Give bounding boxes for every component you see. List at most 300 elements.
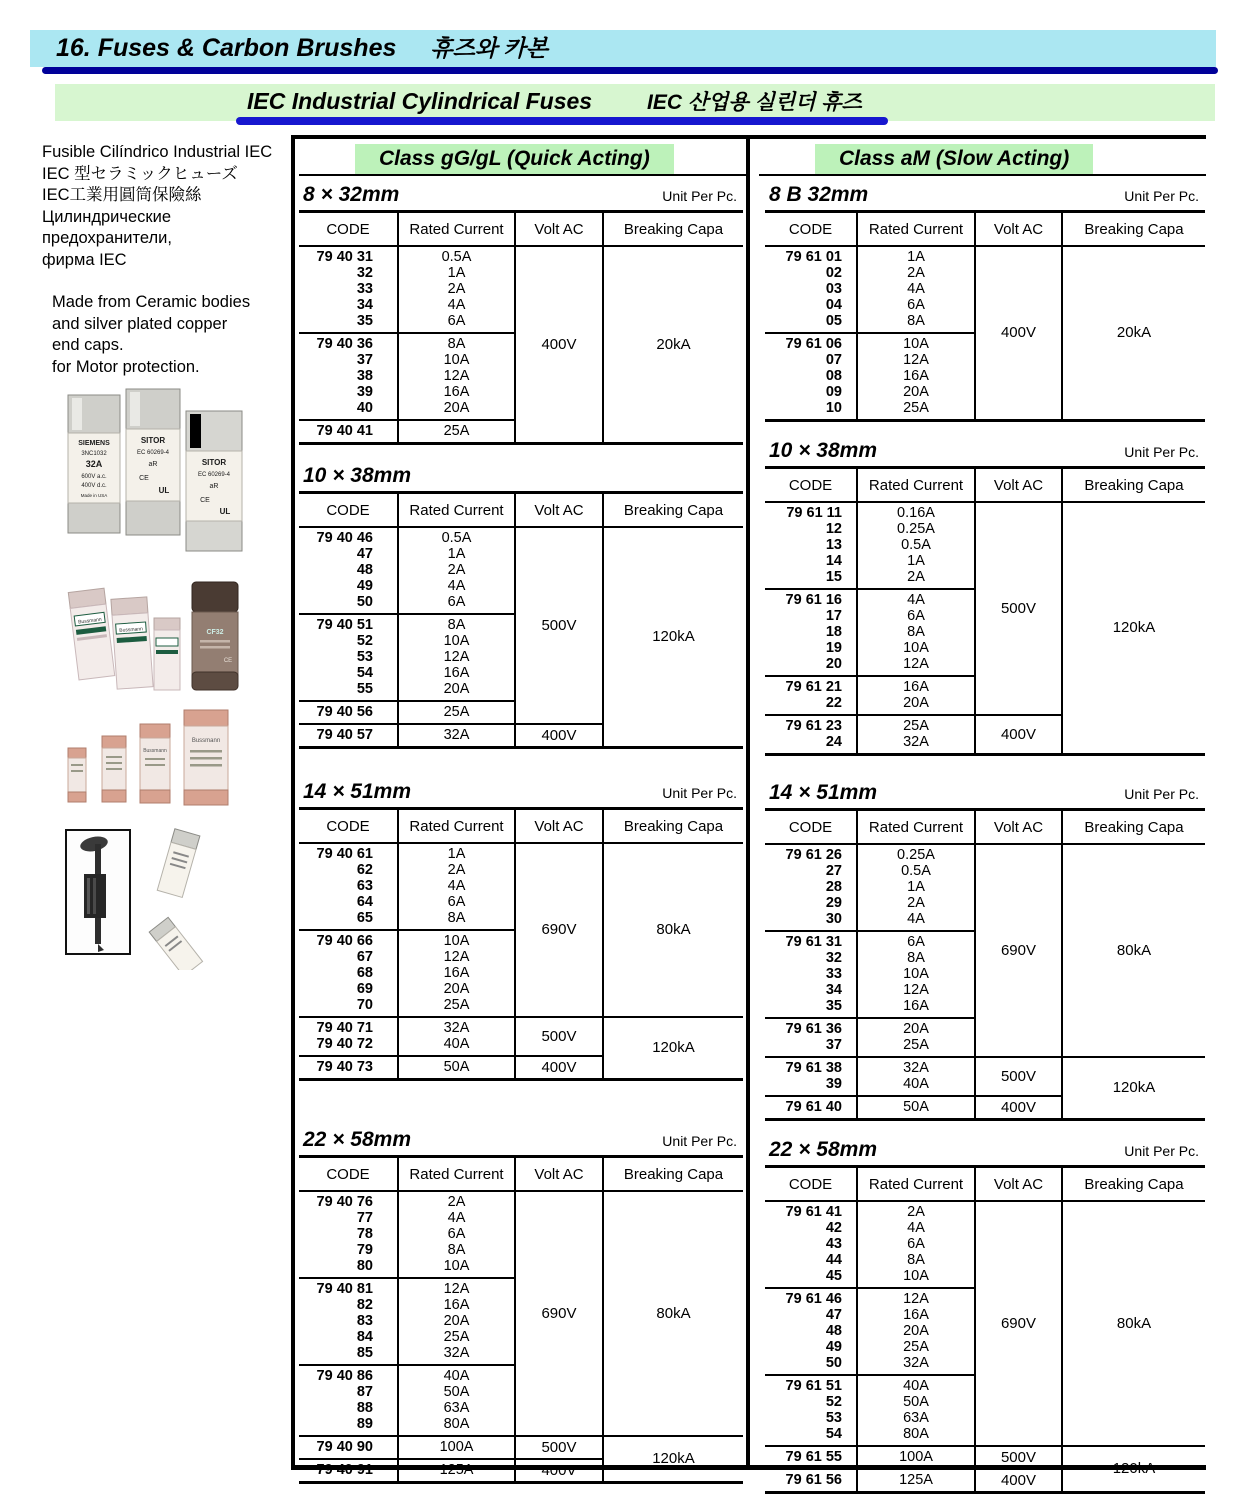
column-header: Volt AC (975, 810, 1062, 845)
column-divider (746, 139, 750, 1465)
rated-current: 12A (903, 656, 929, 672)
code-cell (299, 420, 398, 444)
code-cell (299, 1365, 398, 1436)
breaking-capa-value: 20kA (1062, 246, 1205, 421)
product-note (52, 292, 302, 378)
volt-ac-value: 400V (515, 246, 603, 444)
code-cell (299, 1017, 398, 1056)
unit-label: Unit Per Pc. (662, 1133, 737, 1149)
column-header: Rated Current (857, 468, 975, 503)
product-descriptions (42, 142, 297, 271)
rated-current: 2A (447, 281, 466, 297)
rated-current: 63A (903, 1410, 929, 1426)
fuse-code: 42 (825, 1220, 842, 1236)
rated-current: 4A (447, 578, 466, 594)
rated-current: 10A (443, 352, 470, 368)
rated-current: 4A (907, 592, 925, 608)
code-cell (765, 1096, 857, 1120)
rated-current: 16A (443, 384, 470, 400)
volt-ac-value: 690V (515, 1191, 603, 1436)
rated-current: 2A (907, 569, 925, 585)
column-header: Breaking Capa (603, 212, 743, 247)
rated-current: 4A (907, 1220, 925, 1236)
fuse-puller-box (66, 830, 130, 954)
column-header: Rated Current (857, 810, 975, 845)
column-header: CODE (765, 1167, 857, 1202)
rated-current-cell (398, 333, 515, 420)
rated-current: 32A (903, 734, 929, 750)
fuse-code: 77 (356, 1210, 373, 1226)
fuse-code: 79 61 46 (785, 1291, 842, 1307)
size-section (759, 780, 1206, 1121)
product-photo-bussmann-fuses (62, 568, 242, 698)
fuse-code: 79 40 71 (316, 1020, 373, 1036)
fuse-code: 79 61 56 (785, 1472, 842, 1488)
rated-current: 10A (443, 633, 470, 649)
rated-current: 6A (907, 934, 925, 950)
code-cell (765, 715, 857, 755)
size-sections (299, 182, 746, 1484)
fuse-code: 33 (825, 966, 842, 982)
rated-current: 1A (447, 265, 466, 281)
fuse-code: 68 (356, 965, 373, 981)
rated-current: 40A (903, 1378, 929, 1394)
fuse-code: 79 61 40 (785, 1099, 842, 1115)
volt-ac-value: 500V (515, 1436, 603, 1459)
fuse-table (299, 491, 743, 749)
rated-current: 8A (447, 617, 466, 633)
fuse-code: 04 (825, 297, 842, 313)
code-cell (299, 246, 398, 333)
column-header: Rated Current (398, 212, 515, 247)
rated-current: 16A (903, 679, 929, 695)
code-cell (299, 843, 398, 930)
sidebar-text-line: IEC工業用圓筒保險絲 (42, 186, 202, 204)
fuse-code: 79 40 73 (316, 1059, 373, 1075)
code-cell (765, 676, 857, 715)
column-header: CODE (765, 212, 857, 247)
svg-text:UL: UL (158, 486, 170, 495)
rated-current: 50A (903, 1394, 929, 1410)
rated-current: 16A (443, 665, 470, 681)
sitor-fuse-image (126, 389, 180, 535)
fuse-group-row (765, 246, 1205, 333)
fuse-code: 79 40 91 (316, 1462, 373, 1478)
rated-current: 12A (443, 1281, 470, 1297)
size-title-row (765, 438, 1205, 466)
rated-current-cell (398, 527, 515, 614)
rated-current: 80A (443, 1416, 470, 1432)
fuse-code: 54 (356, 665, 373, 681)
code-cell (765, 1288, 857, 1375)
column-header: Breaking Capa (603, 809, 743, 844)
fuse-code: 54 (825, 1426, 842, 1442)
bussmann-label: Bussmann (77, 616, 103, 626)
breaking-capa-value: 80kA (1062, 1201, 1205, 1446)
fuse-code: 63 (356, 878, 373, 894)
fuse-code: 79 40 90 (316, 1439, 373, 1455)
rated-current: 6A (447, 1226, 466, 1242)
volt-ac-value: 690V (515, 843, 603, 1017)
svg-text:Bussmann: Bussmann (119, 626, 144, 634)
page-title: 16. Fuses & Carbon Brushes (56, 34, 397, 62)
fuse-code: 79 61 01 (785, 249, 842, 265)
size-section (759, 1137, 1206, 1494)
bussmann-fuse-image (68, 588, 114, 680)
code-cell (765, 1057, 857, 1096)
rated-current-cell (857, 502, 975, 589)
fuse-table (299, 1155, 743, 1484)
size-title-row (299, 182, 743, 210)
fuse-code: 33 (356, 281, 373, 297)
rated-current: 1A (907, 553, 925, 569)
rated-current: 25A (443, 997, 470, 1013)
column-header: Volt AC (975, 1167, 1062, 1202)
rated-current-cell (398, 1191, 515, 1278)
code-cell (765, 1018, 857, 1057)
rated-current-cell (398, 1436, 515, 1459)
breaking-capa-value: 20kA (603, 246, 743, 444)
size-title: 22 × 58mm (769, 1138, 877, 1161)
rated-current: 20A (903, 1323, 929, 1339)
size-section (299, 779, 746, 1081)
rated-current-cell (857, 1469, 975, 1493)
volt-ac-value: 500V (515, 527, 603, 724)
rated-current: 25A (903, 1339, 929, 1355)
fuse-code: 80 (356, 1258, 373, 1274)
rated-current-cell (398, 1365, 515, 1436)
breaking-capa-value: 80kA (603, 843, 743, 1017)
fuse-code: 79 61 51 (785, 1378, 842, 1394)
fuse-code: 50 (825, 1355, 842, 1371)
fuse-group-row (299, 527, 743, 614)
rated-current: 2A (447, 862, 466, 878)
siemens-label: SIEMENS (78, 440, 110, 447)
svg-text:32A: 32A (85, 459, 103, 469)
fuse-code: 48 (356, 562, 373, 578)
rated-current: 63A (443, 1400, 470, 1416)
rated-current-cell (398, 1056, 515, 1080)
rated-current: 10A (903, 640, 929, 656)
rated-current: 20A (443, 681, 470, 697)
bussmann-fuse-image-3 (154, 618, 180, 690)
size-title-row (299, 779, 743, 807)
column-header: Rated Current (857, 212, 975, 247)
rated-current: 8A (447, 1242, 466, 1258)
fuse-group-row (765, 1446, 1205, 1469)
rated-current: 12A (903, 1291, 929, 1307)
small-fuse-icon (140, 724, 170, 803)
fuse-code: 79 40 56 (316, 704, 373, 720)
rated-current-cell (857, 1018, 975, 1057)
rated-current: 25A (903, 400, 929, 416)
volt-ac-value: 400V (515, 724, 603, 748)
svg-text:aR: aR (148, 461, 158, 468)
fuse-table (299, 807, 743, 1081)
fuse-code: 87 (356, 1384, 373, 1400)
fuse-code: 79 40 36 (316, 336, 373, 352)
rated-current: 12A (443, 368, 470, 384)
fuse-code: 82 (356, 1297, 373, 1313)
class-gggl-column (295, 139, 746, 1479)
fuse-code: 83 (356, 1313, 373, 1329)
class-am-column (757, 139, 1206, 1489)
fuse-code: 79 (356, 1242, 373, 1258)
rated-current-cell (857, 1288, 975, 1375)
fuse-tables-area (291, 135, 1206, 1489)
fuse-code: 32 (825, 950, 842, 966)
unit-label: Unit Per Pc. (1124, 786, 1199, 802)
sidebar-text-line: Цилиндрические (42, 207, 172, 226)
rated-current: 20A (903, 695, 929, 711)
code-cell (299, 724, 398, 748)
fuse-code: 29 (825, 895, 842, 911)
column-header: CODE (299, 493, 398, 528)
rated-current: 0.25A (897, 847, 935, 863)
fuse-code: 02 (825, 265, 842, 281)
class-header-strip (759, 139, 1206, 176)
volt-ac-value: 500V (975, 1446, 1062, 1469)
header-row (765, 810, 1205, 845)
fuse-code: 79 61 38 (785, 1060, 842, 1076)
rated-current: 125A (899, 1472, 933, 1488)
rated-current: 2A (907, 265, 925, 281)
fuse-code: 17 (825, 608, 842, 624)
volt-ac-value: 400V (975, 1469, 1062, 1493)
column-header: CODE (299, 1157, 398, 1192)
header-row (299, 212, 743, 247)
svg-text:EC 60269-4: EC 60269-4 (136, 450, 170, 456)
rated-current: 8A (907, 313, 925, 329)
fuse-code: 34 (356, 297, 373, 313)
fuse-code: 45 (825, 1268, 842, 1284)
fuse-code: 15 (825, 569, 842, 585)
rated-current: 12A (443, 649, 470, 665)
column-header: CODE (299, 809, 398, 844)
fuse-group-row (765, 502, 1205, 589)
fuse-code: 79 40 46 (316, 530, 373, 546)
fuse-code: 79 40 81 (316, 1281, 373, 1297)
size-sections (759, 182, 1206, 1494)
unit-label: Unit Per Pc. (662, 785, 737, 801)
rated-current: 25A (443, 1329, 470, 1345)
fuse-code: 13 (825, 537, 842, 553)
fuse-code: 79 61 36 (785, 1021, 842, 1037)
rated-current: 10A (903, 336, 929, 352)
fuse-code: 10 (825, 400, 842, 416)
rated-current: 40A (903, 1076, 929, 1092)
sidebar-note-line: for Motor protection. (52, 357, 200, 376)
fuse-code: 79 61 16 (785, 592, 842, 608)
fuse-code: 40 (356, 400, 373, 416)
rated-current: 100A (899, 1449, 933, 1465)
fuse-code: 79 61 23 (785, 718, 842, 734)
product-photo-fuse-puller (62, 822, 242, 970)
rated-current: 1A (907, 879, 925, 895)
fuse-code: 38 (356, 368, 373, 384)
fuse-code: 52 (356, 633, 373, 649)
fuse-code: 49 (825, 1339, 842, 1355)
sidebar-note-line: end caps. (52, 336, 124, 354)
rated-current-cell (398, 724, 515, 748)
rated-current: 32A (443, 1345, 470, 1361)
rated-current-cell (398, 614, 515, 701)
page-header-band (30, 30, 1216, 67)
column-header: Volt AC (515, 212, 603, 247)
volt-ac-value: 690V (975, 844, 1062, 1057)
rated-current-cell (857, 676, 975, 715)
volt-ac-value: 400V (515, 1056, 603, 1080)
fuse-group-row (765, 844, 1205, 931)
size-title: 10 × 38mm (303, 464, 411, 487)
rated-current: 1A (447, 546, 466, 562)
rated-current: 12A (903, 982, 929, 998)
rated-current-cell (857, 1096, 975, 1120)
breaking-capa-value: 80kA (1062, 844, 1205, 1057)
breaking-capa-value: 120kA (603, 1017, 743, 1080)
brown-fuse-image (192, 582, 238, 690)
fuse-code: 30 (825, 911, 842, 927)
column-header: Rated Current (857, 1167, 975, 1202)
rated-current: 0.25A (897, 521, 935, 537)
code-cell (299, 527, 398, 614)
fuse-code: 28 (825, 879, 842, 895)
rated-current: 32A (903, 1355, 929, 1371)
fuse-code: 22 (825, 695, 842, 711)
fuse-code: 84 (356, 1329, 373, 1345)
rated-current: 6A (907, 608, 925, 624)
column-header: Volt AC (515, 809, 603, 844)
rated-current: 25A (443, 704, 470, 720)
svg-text:CE: CE (139, 475, 149, 482)
code-cell (299, 1459, 398, 1483)
column-header: Breaking Capa (603, 493, 743, 528)
fuse-group-row (299, 1191, 743, 1278)
column-header: Rated Current (398, 493, 515, 528)
fuse-code: 62 (356, 862, 373, 878)
sidebar-note-line: and silver plated copper (52, 314, 228, 333)
svg-text:UL: UL (219, 507, 231, 516)
rated-current: 1A (907, 249, 925, 265)
siemens-fuse-image (68, 395, 120, 533)
fuse-table (765, 1165, 1205, 1494)
fuse-code: 47 (825, 1307, 842, 1323)
rated-current: 0.16A (897, 505, 935, 521)
rated-current: 8A (907, 950, 925, 966)
fuse-code: 48 (825, 1323, 842, 1339)
rated-current: 2A (447, 562, 466, 578)
sitor-fuse-image-2 (186, 411, 242, 551)
product-photo-large-fuses (60, 383, 255, 553)
rated-current-cell (857, 333, 975, 421)
page-title-korean: 휴즈와 카본 (430, 35, 548, 61)
fuse-group-row (299, 843, 743, 930)
breaking-capa-value: 120kA (603, 1436, 743, 1483)
sidebar-text-line: Fusible Cilíndrico Industrial IEC (42, 143, 273, 161)
fuse-code: 12 (825, 521, 842, 537)
column-header: Breaking Capa (1062, 1167, 1205, 1202)
loose-fuse-icon (149, 917, 202, 970)
column-header: CODE (765, 810, 857, 845)
fuse-code: 44 (825, 1252, 842, 1268)
code-cell (299, 614, 398, 701)
rated-current: 32A (443, 727, 470, 743)
rated-current-cell (398, 1017, 515, 1056)
fuse-code: 89 (356, 1416, 373, 1432)
svg-text:600V a.c.: 600V a.c. (81, 474, 107, 480)
fuse-code: 08 (825, 368, 842, 384)
rated-current: 6A (447, 894, 466, 910)
code-cell (765, 1446, 857, 1469)
rated-current: 0.5A (901, 863, 931, 879)
small-fuse-icon (68, 748, 86, 802)
svg-text:aR: aR (209, 483, 219, 490)
header-row (299, 1157, 743, 1192)
fuse-table (299, 210, 743, 445)
section-title-korean: IEC 산업용 실린더 휴즈 (647, 91, 862, 114)
rated-current-cell (857, 844, 975, 931)
fuse-code: 67 (356, 949, 373, 965)
rated-current: 4A (447, 1210, 466, 1226)
size-title: 14 × 51mm (303, 780, 411, 803)
size-title: 14 × 51mm (769, 781, 877, 804)
code-cell (299, 1056, 398, 1080)
rated-current-cell (857, 1446, 975, 1469)
svg-text:Made in USA: Made in USA (80, 493, 108, 498)
breaking-capa-value: 120kA (1062, 1057, 1205, 1120)
rated-current: 40A (443, 1036, 470, 1052)
code-cell (299, 1436, 398, 1459)
code-cell (765, 333, 857, 421)
svg-text:EC 60269-4: EC 60269-4 (197, 472, 231, 478)
size-title-row (299, 463, 743, 491)
rated-current: 0.5A (901, 537, 931, 553)
rated-current: 4A (907, 281, 925, 297)
fuse-code: 79 40 31 (316, 249, 373, 265)
column-header: Volt AC (515, 1157, 603, 1192)
rated-current: 4A (447, 297, 466, 313)
volt-ac-value: 500V (515, 1017, 603, 1056)
column-header: Rated Current (398, 809, 515, 844)
fuse-code: 79 40 57 (316, 727, 373, 743)
volt-ac-value: 500V (975, 502, 1062, 715)
rated-current: 50A (443, 1384, 470, 1400)
fuse-code: 14 (825, 553, 842, 569)
code-cell (299, 930, 398, 1017)
rated-current: 20A (903, 1021, 929, 1037)
rated-current: 16A (903, 998, 929, 1014)
rated-current: 10A (903, 1268, 929, 1284)
class-title: Class gG/gL (Quick Acting) (355, 144, 674, 174)
rated-current: 32A (903, 1060, 929, 1076)
rated-current: 2A (907, 1204, 925, 1220)
volt-ac-value: 400V (975, 1096, 1062, 1120)
svg-text:SITOR: SITOR (201, 458, 227, 467)
volt-ac-value: 500V (975, 1057, 1062, 1096)
fuse-code: 09 (825, 384, 842, 400)
rated-current: 2A (907, 895, 925, 911)
code-cell (765, 1469, 857, 1493)
column-header: Volt AC (975, 212, 1062, 247)
code-cell (299, 333, 398, 420)
fuse-code: 34 (825, 982, 842, 998)
column-header: Breaking Capa (1062, 212, 1205, 247)
header-row (299, 493, 743, 528)
class-header-strip (299, 139, 746, 176)
column-header: CODE (765, 468, 857, 503)
loose-fuse-icon (157, 829, 200, 898)
rated-current: 8A (907, 624, 925, 640)
